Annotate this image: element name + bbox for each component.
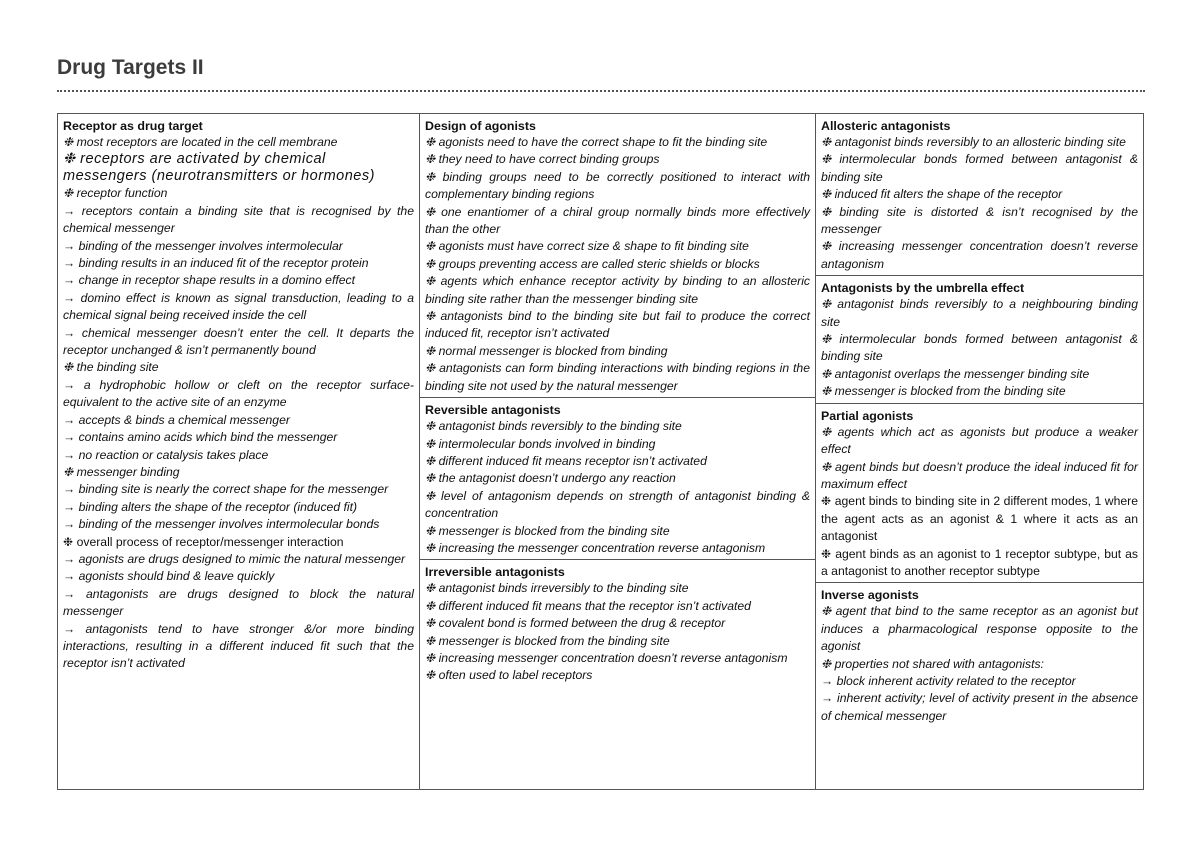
note-line: ❉ agent that bind to the same receptor as an agonist but induces a pharmacological response opposite to the agonist xyxy=(821,604,1138,654)
section-heading: Inverse agonists xyxy=(821,588,919,603)
section-body xyxy=(821,603,1138,725)
note-line: ❉ one enantiomer of a chiral group normally binds more effectively than the other xyxy=(425,204,810,237)
note-line: ❉ antagonist binds reversibly to the binding site xyxy=(425,419,682,434)
section-irreversible-antagonists xyxy=(420,559,815,686)
note-line: → change in receptor shape results in a domino effect xyxy=(63,273,355,288)
note-line: ❉ different induced fit means receptor isn’t activated xyxy=(425,453,707,468)
note-line: ❉ binding site is distorted & isn’t recognised by the messenger xyxy=(821,204,1138,237)
note-line: → receptors contain a binding site that is recognised by the chemical messenger xyxy=(63,203,414,236)
section-reversible-antagonists xyxy=(420,397,815,559)
note-line: ❉ covalent bond is formed between the drug & receptor xyxy=(425,616,726,631)
note-line: → binding of the messenger involves intermolecular bonds xyxy=(63,517,380,532)
note-line: ❉ antagonist binds reversibly to an allosteric binding site xyxy=(821,135,1126,149)
section-allosteric-antagonists xyxy=(816,114,1143,275)
note-line: ❉ intermolecular bonds formed between antagonist & binding site xyxy=(821,332,1138,364)
note-line: ❉ messenger is blocked from the binding site xyxy=(821,384,1066,399)
note-line: ❉ the antagonist doesn’t undergo any reaction xyxy=(425,471,676,486)
note-line: ❉ the binding site xyxy=(63,360,159,375)
note-line: → accepts & binds a chemical messenger xyxy=(63,412,290,427)
section-heading: Design of agonists xyxy=(425,119,536,133)
note-line: ❉ messenger is blocked from the binding site xyxy=(425,523,670,538)
note-line: → agonists are drugs designed to mimic the natural messenger xyxy=(63,551,406,566)
section-body xyxy=(425,418,810,557)
note-line: ❉ overall process of receptor/messenger interaction xyxy=(63,534,344,549)
note-line: ❉ antagonist overlaps the messenger binding site xyxy=(821,366,1090,381)
section-design-of-agonists xyxy=(420,114,815,397)
column-1 xyxy=(58,114,420,789)
note-line: ❉ increasing messenger concentration doesn’t reverse antagonism xyxy=(821,239,1138,271)
note-line: ❉ agents which enhance receptor activity by binding to an allosteric binding site rather than the messenger binding site xyxy=(425,274,810,306)
section-heading: Receptor as drug target xyxy=(63,119,203,133)
note-line: → a hydrophobic hollow or cleft on the receptor surface- equivalent to the active site of an enzyme xyxy=(63,377,414,410)
note-line: ❉ groups preventing access are called steric shields or blocks xyxy=(425,256,760,271)
note-line: ❉ properties not shared with antagonists: xyxy=(821,656,1044,671)
section-body xyxy=(425,580,810,684)
note-line: ❉ agonists must have correct size & shape to fit binding site xyxy=(425,239,749,254)
note-line: → antagonists are drugs designed to block the natural messenger xyxy=(63,586,414,619)
section-heading: Irreversible antagonists xyxy=(425,565,565,580)
note-line: → block inherent activity related to the receptor xyxy=(821,673,1076,688)
note-line: → antagonists tend to have stronger &/or more binding interactions, resulting in a different induced fit such that the receptor isn’t activated xyxy=(63,621,414,671)
note-line: ❉ agent binds but doesn’t produce the ideal induced fit for maximum effect xyxy=(821,459,1138,491)
note-line: → agonists should bind & leave quickly xyxy=(63,569,275,584)
column-3 xyxy=(816,114,1143,789)
section-antagonists-by-the-umbrella-effect xyxy=(816,275,1143,402)
note-line: → binding results in an induced fit of the receptor protein xyxy=(63,256,369,271)
note-line: ❉ level of antagonism depends on strength of antagonist binding & concentration xyxy=(425,488,810,521)
note-line: ❉ intermolecular bonds involved in binding xyxy=(425,436,656,451)
section-body xyxy=(425,134,810,395)
note-line: ❉ most receptors are located in the cell membrane xyxy=(63,135,338,149)
note-line: ❉ increasing the messenger concentration reverse antagonism xyxy=(425,540,766,555)
note-line: ❉ they need to have correct binding groups xyxy=(425,152,660,167)
note-line: ❉ induced fit alters the shape of the receptor xyxy=(821,187,1063,202)
note-line: ❉ different induced fit means that the receptor isn’t activated xyxy=(425,598,751,613)
note-line: → domino effect is known as signal transduction, leading to a chemical signal being received inside the cell xyxy=(63,290,414,323)
note-line: ❉ antagonists can form binding interactions with binding regions in the binding site not used by the natural messenger xyxy=(425,361,810,393)
note-line: ❉ intermolecular bonds formed between antagonist & binding site xyxy=(821,152,1138,184)
note-line: ❉ agent binds to binding site in 2 different modes, 1 where the agent acts as an agonist & 1 where it acts as an antagonist xyxy=(821,494,1138,544)
column-2 xyxy=(420,114,816,789)
section-body xyxy=(821,296,1138,400)
note-line: → contains amino acids which bind the messenger xyxy=(63,430,338,445)
note-line: ❉ antagonist binds irreversibly to the binding site xyxy=(425,581,689,596)
section-body xyxy=(821,424,1138,581)
note-line: → chemical messenger doesn’t enter the cell. It departs the receptor unchanged & isn’t permanently bound xyxy=(63,325,414,358)
note-line: ❉ agents which act as agonists but produce a weaker effect xyxy=(821,424,1138,457)
section-body xyxy=(821,134,1138,273)
section-heading: Antagonists by the umbrella effect xyxy=(821,281,1025,296)
note-line: → no reaction or catalysis takes place xyxy=(63,447,269,462)
note-line: ❉ messenger is blocked from the binding site xyxy=(425,633,670,648)
note-line: → inherent activity; level of activity present in the absence of chemical messenger xyxy=(821,691,1138,723)
note-line: ❉ receptors are activated by chemical messengers (neurotransmitters or hormones) xyxy=(63,151,375,185)
note-line: → binding alters the shape of the receptor (induced fit) xyxy=(63,499,358,514)
section-heading: Partial agonists xyxy=(821,408,914,423)
section-partial-agonists xyxy=(816,403,1143,583)
notes-table xyxy=(57,113,1144,790)
note-line: ❉ messenger binding xyxy=(63,464,180,479)
section-inverse-agonists xyxy=(816,582,1143,727)
note-line: ❉ often used to label receptors xyxy=(425,668,593,683)
note-line: ❉ receptor function xyxy=(63,186,168,201)
note-line: ❉ antagonists bind to the binding site but fail to produce the correct induced fit, receptor isn’t activated xyxy=(425,309,810,341)
note-line: ❉ antagonist binds reversibly to a neighbouring binding site xyxy=(821,297,1138,329)
page-title: Drug Targets II xyxy=(57,56,204,79)
note-line: ❉ agonists need to have the correct shape to fit the binding site xyxy=(425,135,768,149)
note-line: ❉ agent binds as an agonist to 1 receptor subtype, but as a antagonist to another receptor subtype xyxy=(821,546,1138,578)
note-line: ❉ normal messenger is blocked from binding xyxy=(425,343,668,358)
note-line: → binding of the messenger involves intermolecular xyxy=(63,238,343,253)
title-divider xyxy=(57,90,1145,92)
section-receptor-as-drug-target xyxy=(58,114,419,675)
section-heading: Reversible antagonists xyxy=(425,403,561,418)
note-line: ❉ binding groups need to be correctly positioned to interact with complementary binding regions xyxy=(425,169,810,202)
note-line: ❉ increasing messenger concentration doesn’t reverse antagonism xyxy=(425,650,788,665)
note-line: → binding site is nearly the correct shape for the messenger xyxy=(63,482,389,497)
section-heading: Allosteric antagonists xyxy=(821,119,951,133)
section-body xyxy=(63,134,414,673)
